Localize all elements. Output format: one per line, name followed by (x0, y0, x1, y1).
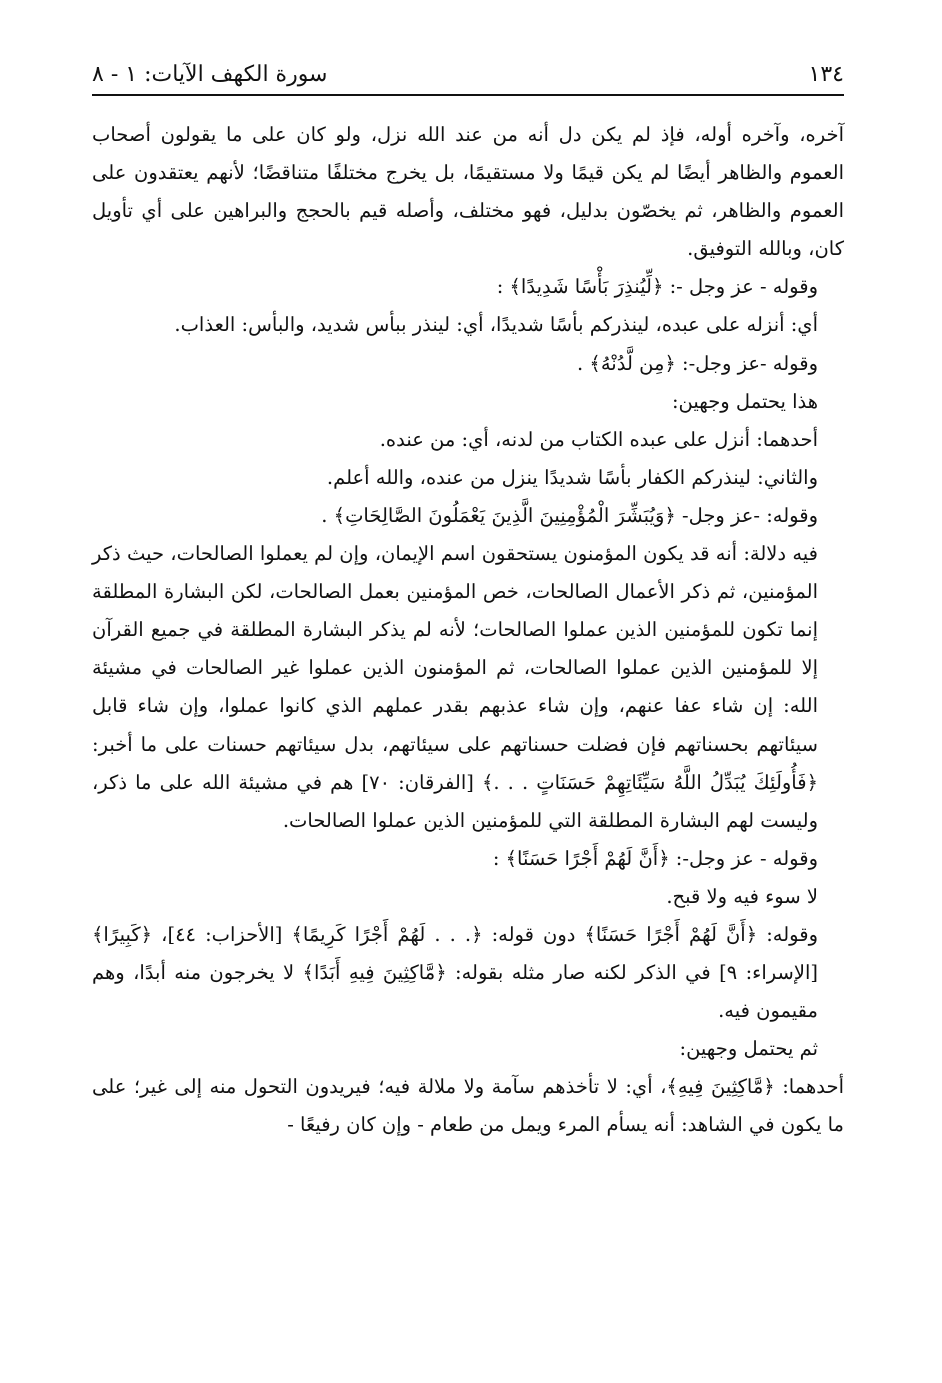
running-title: سورة الكهف الآيات: ١ - ٨ (92, 62, 328, 87)
page-body (92, 116, 844, 1145)
paragraph-8: وقوله: -عز وجل- ﴿وَيُبَشِّرَ الْمُؤْمِنِينَ الَّذِينَ يَعْمَلُونَ الصَّالِحَاتِ﴾ . (321, 503, 818, 527)
paragraph-6: أحدهما: أنزل على عبده الكتاب من لدنه، أي: من عنده. (379, 427, 818, 451)
book-page (92, 58, 844, 1145)
page-header (92, 58, 844, 92)
paragraph-7: والثاني: لينذركم الكفار بأسًا شديدًا ينزل من عنده، والله أعلم. (326, 465, 818, 489)
paragraph-3: أي: أنزله على عبده، لينذركم بأسًا شديدًا، أي: لينذر ببأس شديد، والبأس: العذاب. (174, 313, 818, 337)
paragraph-9: فيه دلالة: أنه قد يكون المؤمنون يستحقون اسم الإيمان، وإن لم يعملوا الصالحات، حيث ذكر المؤمنين، ثم ذكر الأعمال الصالحات، خص المؤمنين بعمل الصالحات، لكن البشارة المطلقة إنما تكون للمؤمنين الذين عملوا الصالحات؛ لأنه لم يذكر البشارة المطلقة في جميع القرآن إلا للمؤمنين الذين عملوا الصالحات، ثم المؤمنون الذين عملوا غير الصالحات في مشيئة الله: إن شاء عفا عنهم، وإن شاء عذبهم بقدر عملهم الذي كانوا عملوا، وإن شاء قابل سيئاتهم بحسناتهم فإن فضلت حسناتهم على سيئاتهم، بدل سيئاتهم حسنات على ما أخبر: ﴿فَأُولَئِكَ يُبَدِّلُ اللَّهُ سَيِّئَاتِهِمْ حَسَنَاتٍ . . .﴾ [الفرقان: ٧٠] هم في مشيئة الله على ما ذكر، وليست لهم البشارة المطلقة التي للمؤمنين الذين عملوا الصالحات. (92, 542, 818, 832)
page-number: ١٣٤ (808, 62, 844, 87)
paragraph-10: وقوله - عز وجل-: ﴿أَنَّ لَهُمْ أَجْرًا حَسَنًا﴾ : (492, 846, 818, 870)
paragraph-13: ثم يحتمل وجهين: (679, 1037, 818, 1061)
paragraph-14: أحدهما: ﴿مَّاكِثِينَ فِيهِ﴾، أي: لا تأخذهم سآمة ولا ملالة فيه؛ فيريدون التحول منه إلى غير؛ على ما يكون في الشاهد: أنه يسأم المرء ويمل من طعام - وإن كان رفيعًا - (92, 1075, 844, 1137)
paragraph-2: وقوله - عز وجل -: ﴿لِّيُنذِرَ بَأْسًا شَدِيدًا﴾ : (496, 275, 818, 299)
paragraph-5: هذا يحتمل وجهين: (671, 389, 818, 413)
paragraph-4: وقوله -عز وجل-: ﴿مِن لَّدُنْهُ﴾ . (577, 351, 818, 375)
header-rule (92, 94, 844, 96)
paragraph-1: آخره، وآخره أوله، فإذ لم يكن دل أنه من عند الله نزل، ولو كان على ما يقولون أصحاب العموم والظاهر أيضًا لم يكن قيمًا ولا مستقيمًا، بل يخرج مختلفًا متناقضًا؛ لأنهم يعتقدون على العموم والظاهر، ثم يخصّون بدليل، فهو مختلف، وأصله قيم بالحجج والبراهين على أي تأويل كان، وبالله التوفيق. (92, 123, 844, 261)
paragraph-12: وقوله: ﴿أَنَّ لَهُمْ أَجْرًا حَسَنًا﴾ دون قوله: ﴿. . . لَهُمْ أَجْرًا كَرِيمًا﴾ [الأحزاب: ٤٤]، ﴿كَبِيرًا﴾ [الإسراء: ٩] في الذكر لكنه صار مثله بقوله: ﴿مَّاكِثِينَ فِيهِ أَبَدًا﴾ لا يخرجون منه أبدًا، وهم مقيمون فيه. (92, 922, 818, 1023)
paragraph-11: لا سوء فيه ولا قبح. (666, 884, 818, 908)
